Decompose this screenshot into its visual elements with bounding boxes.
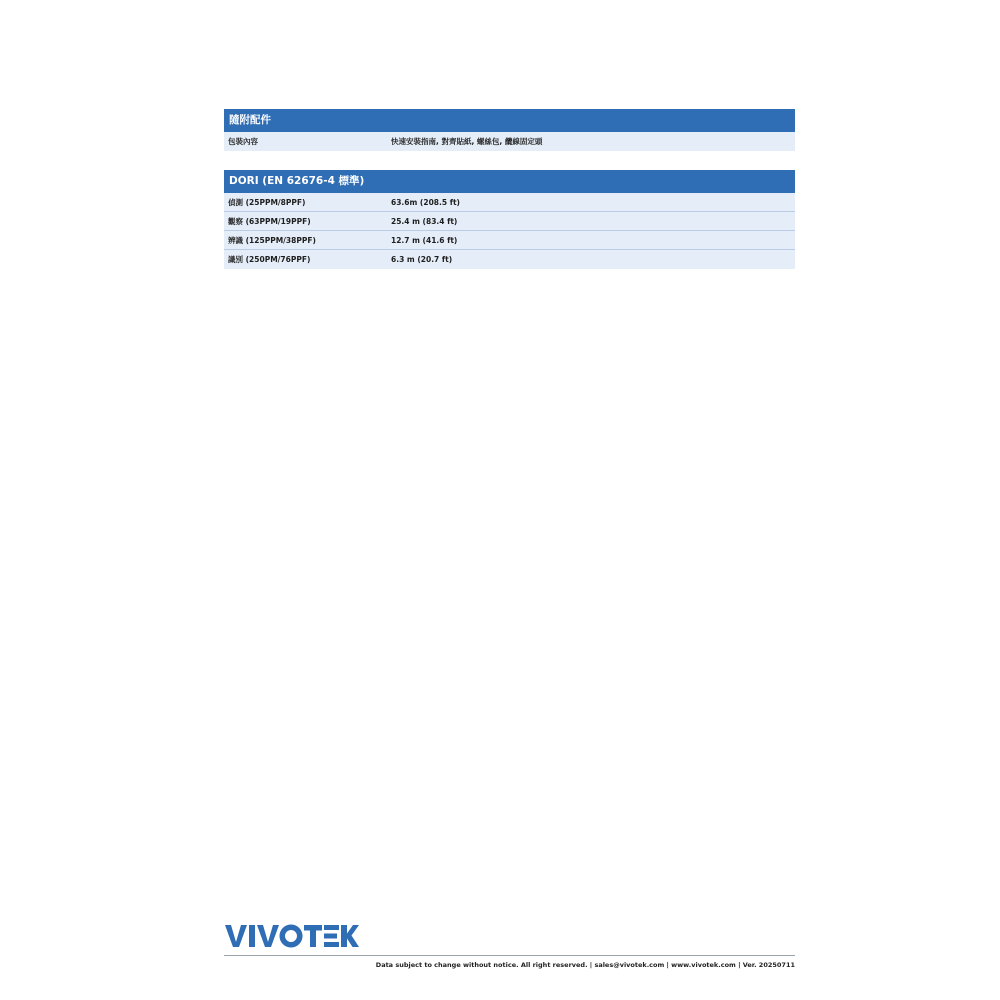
row-label: 偵測 (25PPM/8PPF) <box>228 198 306 207</box>
row-value: 6.3 m (20.7 ft) <box>391 255 453 264</box>
section-header-dori: DORI (EN 62676-4 標準) <box>224 170 795 193</box>
row-label: 辨識 (125PPM/38PPF) <box>228 236 316 245</box>
row-label: 識別 (250PM/76PPF) <box>228 255 311 264</box>
accessories-table <box>224 109 795 151</box>
table-row <box>224 250 795 269</box>
table-row <box>224 212 795 231</box>
table-row <box>224 193 795 212</box>
row-value: 63.6m (208.5 ft) <box>391 198 460 207</box>
footer-divider <box>224 955 795 956</box>
row-value: 25.4 m (83.4 ft) <box>391 217 458 226</box>
dori-table <box>224 170 795 269</box>
row-label: 觀察 (63PPM/19PPF) <box>228 217 311 226</box>
table-row <box>224 132 795 151</box>
section-header-accessories: 隨附配件 <box>224 109 795 132</box>
row-value: 快速安裝指南, 對齊貼紙, 螺絲包, 纜線固定頭 <box>391 137 543 146</box>
row-value: 12.7 m (41.6 ft) <box>391 236 458 245</box>
vivotek-logo <box>225 922 359 950</box>
footer-notice: Data subject to change without notice. All right reserved. | sales@vivotek.com | www.vivotek.com | Ver. 20250711 <box>375 961 795 969</box>
table-row <box>224 231 795 250</box>
row-label: 包裝內容 <box>228 137 258 146</box>
